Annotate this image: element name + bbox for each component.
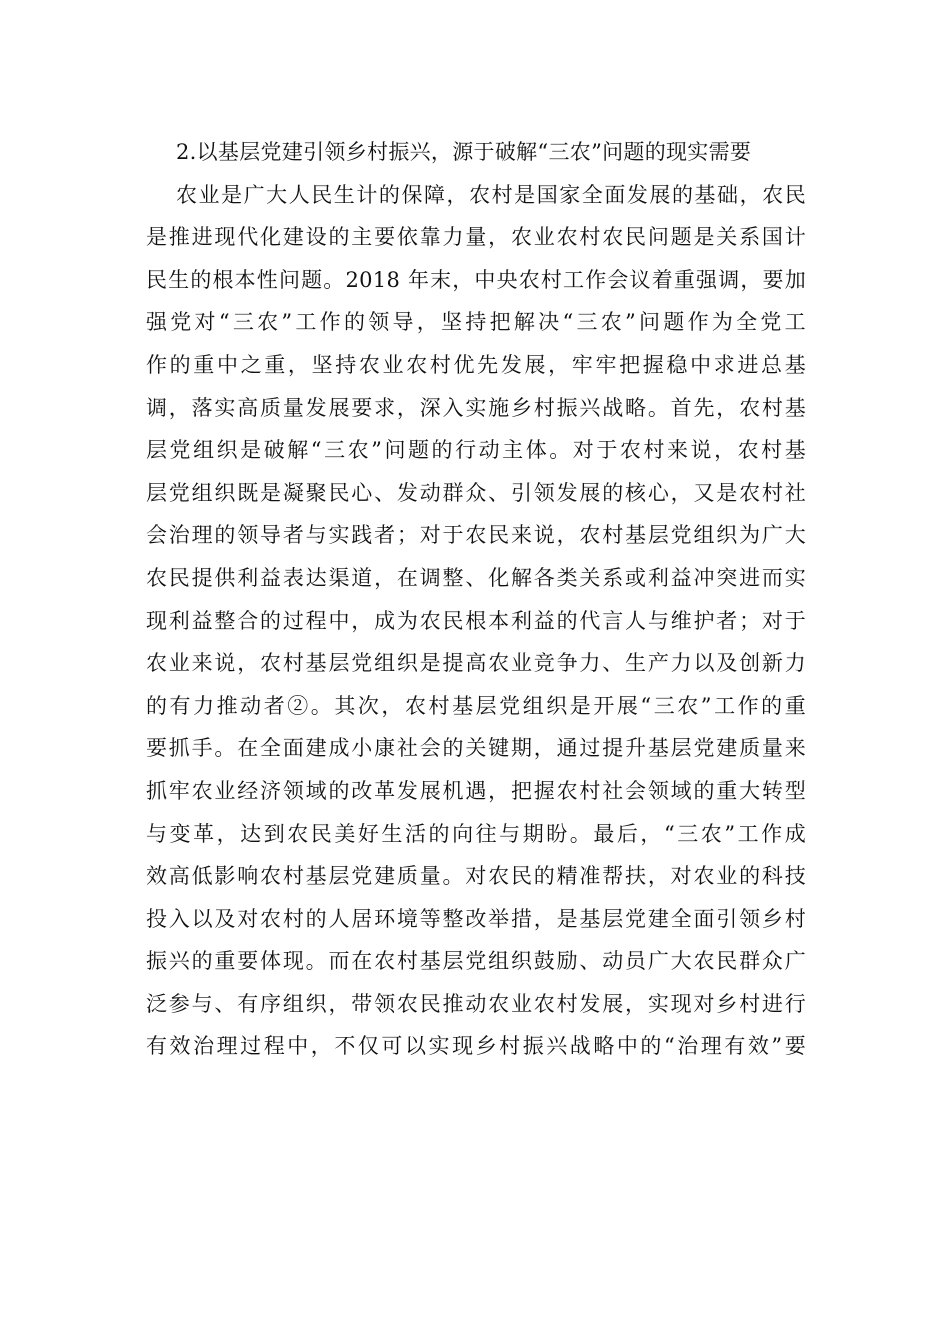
document-body	[146, 131, 806, 1068]
paragraph-line: 泛参与、有序组织，带领农民推动农业农村发展，实现对乡村进行	[146, 991, 806, 1016]
body-paragraph	[146, 174, 806, 1068]
paragraph-line: 现利益整合的过程中，成为农民根本利益的代言人与维护者；对于	[146, 608, 806, 633]
section-heading: 2.以基层党建引领乡村振兴，源于破解“三农”问题的现实需要	[176, 140, 752, 164]
paragraph-line: 投入以及对农村的人居环境等整改举措，是基层党建全面引领乡村	[146, 906, 806, 931]
paragraph-line: 与变革，达到农民美好生活的向往与期盼。最后，“三农”工作成	[146, 821, 806, 846]
paragraph-line: 强党对“三农”工作的领导，坚持把解决“三农”问题作为全党工	[146, 310, 806, 335]
paragraph-line: 作的重中之重，坚持农业农村优先发展，牢牢把握稳中求进总基	[146, 352, 806, 377]
paragraph-line: 会治理的领导者与实践者；对于农民来说，农村基层党组织为广大	[146, 523, 806, 548]
paragraph-line: 农业来说，农村基层党组织是提高农业竞争力、生产力以及创新力	[146, 651, 806, 676]
paragraph-line: 振兴的重要体现。而在农村基层党组织鼓励、动员广大农民群众广	[146, 949, 806, 974]
paragraph-line: 有效治理过程中，不仅可以实现乡村振兴战略中的“治理有效”要	[146, 1034, 806, 1059]
paragraph-line: 农业是广大人民生计的保障，农村是国家全面发展的基础，农民	[176, 182, 806, 207]
paragraph-line: 效高低影响农村基层党建质量。对农民的精准帮扶，对农业的科技	[146, 864, 806, 889]
paragraph-line: 要抓手。在全面建成小康社会的关键期，通过提升基层党建质量来	[146, 736, 806, 761]
paragraph-line: 民生的根本性问题。2018 年末，中央农村工作会议着重强调，要加	[146, 267, 806, 292]
paragraph-line: 抓牢农业经济领域的改革发展机遇，把握农村社会领域的重大转型	[146, 778, 806, 803]
paragraph-line: 层党组织既是凝聚民心、发动群众、引领发展的核心，又是农村社	[146, 480, 806, 505]
paragraph-line: 农民提供利益表达渠道，在调整、化解各类关系或利益冲突进而实	[146, 565, 806, 590]
paragraph-line: 的有力推动者②。其次，农村基层党组织是开展“三农”工作的重	[146, 693, 806, 718]
paragraph-line: 层党组织是破解“三农”问题的行动主体。对于农村来说，农村基	[146, 438, 806, 463]
paragraph-line: 是推进现代化建设的主要依靠力量，农业农村农民问题是关系国计	[146, 225, 806, 250]
paragraph-line: 调，落实高质量发展要求，深入实施乡村振兴战略。首先，农村基	[146, 395, 806, 420]
